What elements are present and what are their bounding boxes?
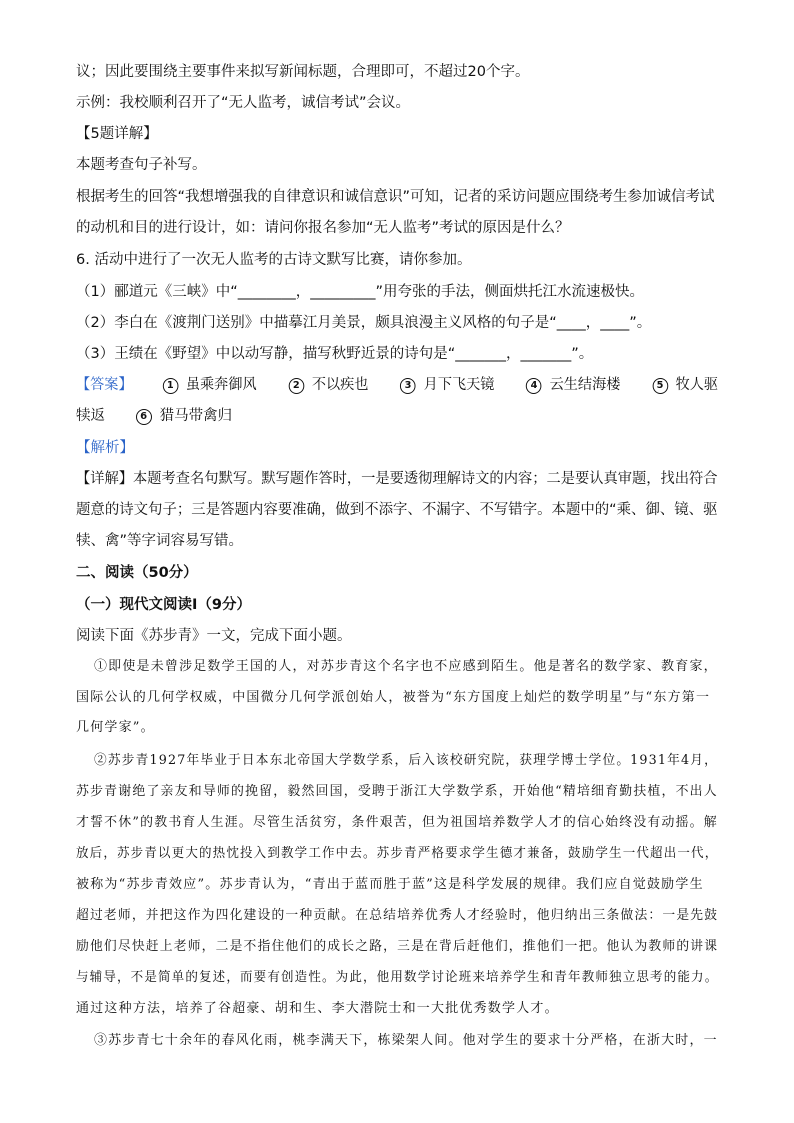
sub-question: （1）郦道元《三峡》中“________，_________”用夸张的手法，侧面烘托江水流速极快。 xyxy=(76,284,644,300)
circled-number: 3 xyxy=(400,378,416,394)
answer-line: 犊返 6 猎马带禽归 xyxy=(76,408,233,424)
answer-item: 2 不以疾也 xyxy=(288,375,368,395)
circled-number: 4 xyxy=(526,378,542,394)
article-line: 超过老师，并把这作为四化建设的一种贡献。在总结培养优秀人才经验时，他归纳出三条做法：一是先鼓 xyxy=(76,908,719,923)
analysis-label: 【解析】 xyxy=(76,440,134,456)
answer-item: 3 月下飞天镜 xyxy=(400,375,494,395)
article-line: 被称为“苏步青效应”。苏步青认为，“青出于蓝而胜于蓝”这是科学发展的规律。我们应自觉鼓励学生 xyxy=(76,877,704,892)
question-stem: 6. 活动中进行了一次无人监考的古诗文默写比赛，请你参加。 xyxy=(76,252,472,268)
article-line: ①即使是未曾涉足数学王国的人，对苏步青这个名字也不应感到陌生。他是著名的数学家、教育家， xyxy=(94,659,718,674)
article-line: 几何学家”。 xyxy=(76,720,155,735)
article-line: 励他们尽快赶上老师，二是不指住他们的成长之路，三是在背后赶他们，推他们一把。他认为教师的讲课 xyxy=(76,939,719,954)
text-line: 的动机和目的进行设计，如：请问你报名参加“无人监考”考试的原因是什么？ xyxy=(76,220,570,236)
answer-item: 5 牧人驱 xyxy=(652,375,718,395)
circled-number: 5 xyxy=(652,378,668,394)
article-line: ②苏步青1927年毕业于日本东北帝国大学数学系，后入该校研究院，获理学博士学位。1931年4月， xyxy=(94,753,719,768)
sub-question: （3）王绩在《野望》中以动写静，描写秋野近景的诗句是“_______，_______”。 xyxy=(76,346,594,362)
answer-item: 4 云生结海楼 xyxy=(526,375,620,395)
text-line: 犊、禽”等字词容易写错。 xyxy=(76,533,244,549)
text-line: 本题考查句子补写。 xyxy=(76,157,207,173)
answer-line xyxy=(76,375,718,395)
text-line: 议；因此要围绕主要事件来拟写新闻标题，合理即可，不超过20个字。 xyxy=(76,64,530,80)
answer-item: 1 虽乘奔御风 xyxy=(162,375,256,395)
article-line: 通过这种方法，培养了谷超豪、胡和生、李大潜院士和一大批优秀数学人才。 xyxy=(76,1001,559,1016)
subsection-title: （一）现代文阅读Ⅰ（9分） xyxy=(76,597,251,613)
text-line: 根据考生的回答“我想增强我的自律意识和诚信意识”可知，记者的采访问题应围绕考生参加诚信考试 xyxy=(76,189,715,205)
section-title: 二、阅读（50分） xyxy=(76,565,198,581)
circled-number: 1 xyxy=(162,378,178,394)
article-line: 才誓不休”的教书育人生涯。尽管生活贫穷，条件艰苦，但为祖国培养数学人才的信心始终没有动摇。解 xyxy=(76,815,718,830)
text-line: 题意的诗文句子；三是答题内容要准确，做到不添字、不漏字、不写错字。本题中的“乘、御、镜、驱 xyxy=(76,502,718,518)
circled-number: 6 xyxy=(136,409,152,425)
circled-number: 2 xyxy=(288,378,304,394)
section-marker: 【5题详解】 xyxy=(76,126,158,142)
instruction: 阅读下面《苏步青》一文，完成下面小题。 xyxy=(76,628,352,644)
article-line: 苏步青谢绝了亲友和导师的挽留，毅然回国，受聘于浙江大学数学系，开始他“精培细育勤扶植，不出人 xyxy=(76,784,718,799)
text-line: 【详解】本题考查名句默写。默写题作答时，一是要透彻理解诗文的内容；二是要认真审题，找出符合 xyxy=(76,471,718,487)
sub-question: （2）李白在《渡荆门送别》中描摹江月美景，颇具浪漫主义风格的句子是“____，____”。 xyxy=(76,315,652,331)
article-line: 放后，苏步青以更大的热忱投入到教学工作中去。苏步青严格要求学生德才兼备，鼓励学生一代超出一代， xyxy=(76,846,719,861)
article-line: ③苏步青七十余年的春风化雨，桃李满天下，栋梁架人间。他对学生的要求十分严格，在浙大时，一 xyxy=(94,1033,718,1048)
article-line: 国际公认的几何学权威，中国微分几何学派创始人，被誉为“东方国度上灿烂的数学明星”与“东方第一 xyxy=(76,690,711,705)
article-line: 与辅导，不是简单的复述，而要有创造性。为此，他用数学讨论班来培养学生和青年教师独立思考的能力。 xyxy=(76,970,719,985)
answer-label: 【答案】 xyxy=(76,377,133,393)
text-line: 示例：我校顺利召开了“无人监考，诚信考试”会议。 xyxy=(76,95,411,111)
answer-item: 6 猎马带禽归 xyxy=(136,406,233,426)
